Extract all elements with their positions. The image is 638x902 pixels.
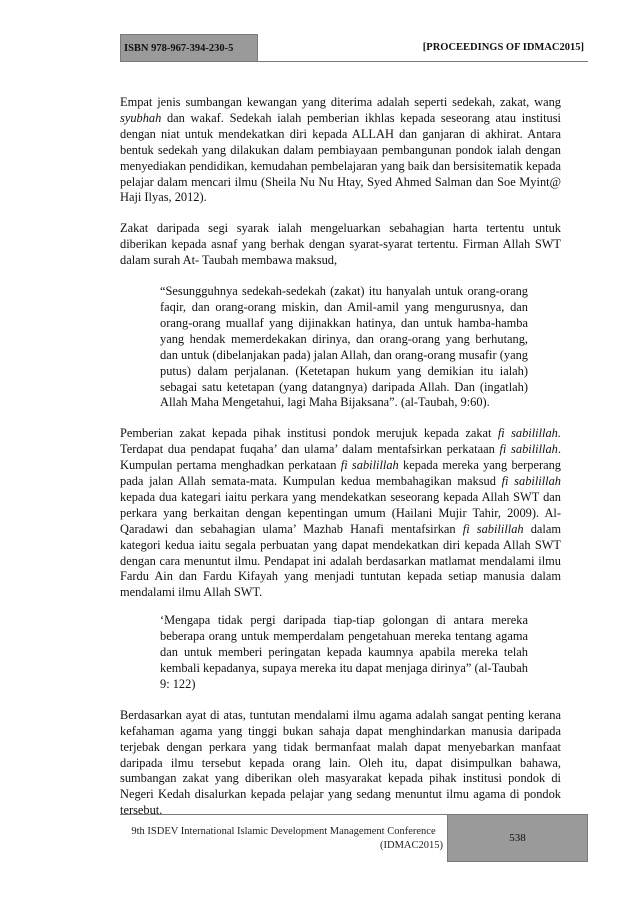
conference-name <box>120 814 447 862</box>
italic-term: syubhah <box>120 110 162 125</box>
page-body <box>120 95 561 834</box>
italic-term: fi sabilillah <box>499 442 558 457</box>
page-header <box>120 34 588 62</box>
conference-acronym: (IDMAC2015) <box>380 839 443 851</box>
isbn-label: ISBN 978-967-394-230-5 <box>120 34 258 62</box>
page-footer <box>120 814 588 862</box>
paragraph-2: Zakat daripada segi syarak ialah mengeluarkan sebahagian harta tertentu untuk diberikan kepada asnaf yang berhak dengan syarat-syarat tertentu. Firman Allah SWT dalam surah At- Taubah membawa maksud, <box>120 221 561 268</box>
quran-quote-1: “Sesungguhnya sedekah-sedekah (zakat) itu hanyalah untuk orang-orang faqir, dan orang-orang miskin, dan Amil-amil yang mengurusnya, dan orang-orang muallaf yang dijinakkan hatinya, dan untuk hamba-hamba yang hendak memerdekakan dirinya, dan orang-orang yang berhutang, dan untuk (dibelanjakan pada) jalan Allah, dan orang-orang musafir (yang putus) dalam perjalanan. (Ketetapan hukum yang demikian itu ialah) sebagai satu ketetapan (yang datangnya) daripada Allah. Dan (ingatlah) Allah Maha Mengetahui, lagi Maha Bijaksana”. (al-Taubah, 9:60). <box>160 284 528 410</box>
conference-title: 9th ISDEV International Islamic Development Management Conference <box>131 825 436 837</box>
italic-term: fi sabilillah <box>501 474 561 489</box>
italic-term: fi sabilillah. <box>497 426 561 441</box>
paragraph-1: Empat jenis sumbangan kewangan yang diterima adalah seperti sedekah, zakat, wang syubhah dan wakaf. Sedekah ialah pemberian ikhlas kepada seseorang atau institusi dengan niat untuk mendekatkan diri kepada ALLAH dan ganjaran di akhirat. Antara bentuk sedekah yang dilakukan dalam pembiayaan pembangunan pondok ialah dengan menyediakan pendidikan, kemudahan pembelajaran yang baik dan bersisitematik kepada pelajar dalam mencari ilmu (Sheila Nu Nu Htay, Syed Ahmed Salman dan Soe Myint@ Haji Ilyas, 2012). <box>120 95 561 205</box>
page-number: 538 <box>447 814 588 862</box>
proceedings-title: [PROCEEDINGS OF IDMAC2015] <box>258 34 588 62</box>
italic-term: fi sabilillah <box>340 458 399 473</box>
paragraph-4: Berdasarkan ayat di atas, tuntutan mendalami ilmu agama adalah sangat penting kerana kefahaman agama yang tinggi bukan sahaja dapat menghindarkan manusia daripada terjebak dengan perkara yang tidak bermanfaat malah dapat menyebarkan manfaat daripada ilmu tersebut kepada orang lain. Oleh itu, dapat disimpulkan bahawa, sumbangan zakat yang diberikan oleh masyarakat kepada pihak institusi pondok di Negeri Kedah disalurkan kepada pelajar yang sedang menuntut ilmu agama di pondok tersebut. <box>120 707 561 818</box>
quran-quote-2: ‘Mengapa tidak pergi daripada tiap-tiap golongan di antara mereka beberapa orang untuk memperdalam pengetahuan mereka tentang agama dan untuk memberi peringatan kepada kaumnya apabila mereka telah kembali kepadanya, supaya mereka itu dapat menjaga dirinya” (al-Taubah 9: 122) <box>160 613 528 691</box>
italic-term: fi sabilillah <box>462 521 524 536</box>
paragraph-3: Pemberian zakat kepada pihak institusi pondok merujuk kepada zakat fi sabilillah. Terdapat dua pendapat fuqaha’ dan ulama’ dalam mentafsirkan perkataan fi sabilillah. Kumpulan pertama menghadkan perkataan fi sabilillah kepada mereka yang berperang pada jalan Allah semata-mata. Kumpulan kedua membahagikan maksud fi sabilillah kepada dua kategari iaitu perkara yang mendekatkan seseorang kepada Allah SWT dan perkara yang berkaitan dengan kepentingan umum (Hailani Mujir Tahir, 2009). Al-Qaradawi dan sebahagian ulama’ Mazhab Hanafi mentafsirkan fi sabilillah dalam kategori kedua iaitu segala perbuatan yang dapat mendekatkan diri kepada Allah SWT dengan cara menuntut ilmu. Pendapat ini adalah berdasarkan matlamat mendalami ilmu Fardu Ain dan Fardu Kifayah yang menjadi tuntutan kepada setiap manusia dalam mendalami ilmu Allah SWT. <box>120 426 561 600</box>
